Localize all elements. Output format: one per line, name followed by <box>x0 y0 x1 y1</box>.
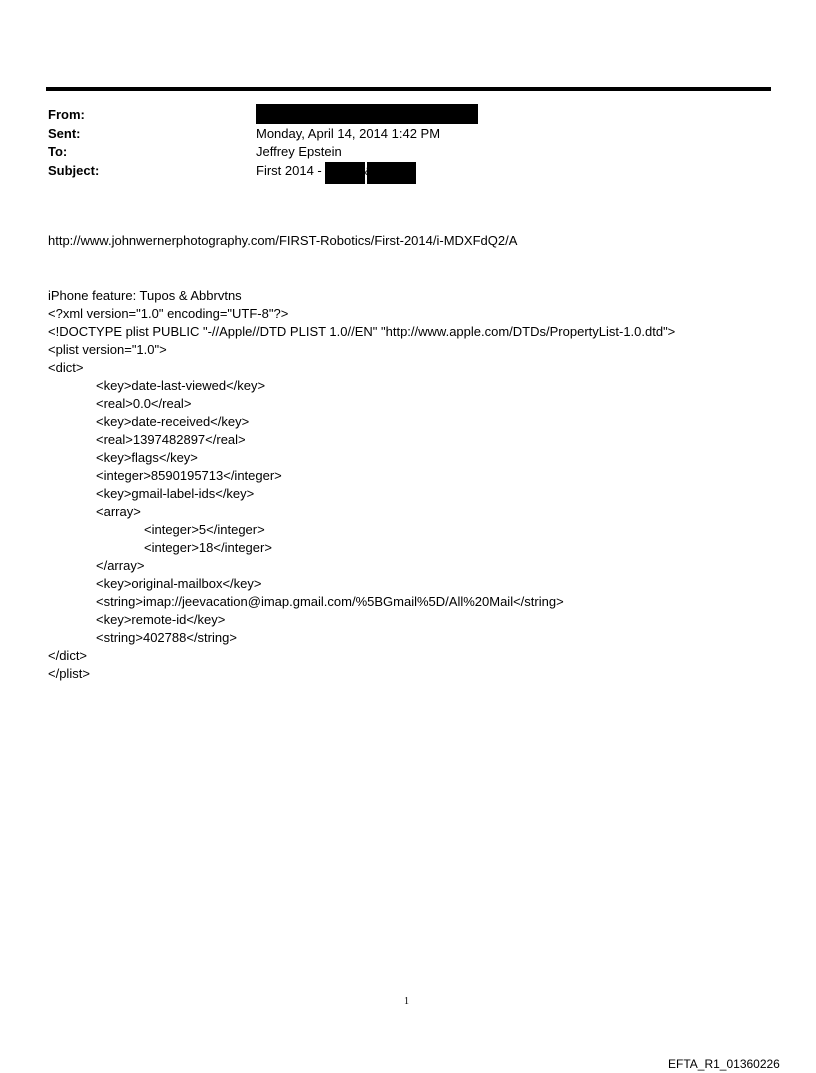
redaction-box <box>256 104 478 124</box>
body-line: <key>flags</key> <box>96 450 198 465</box>
to-value: Jeffrey Epstein <box>256 144 342 159</box>
body-line: <plist version="1.0"> <box>48 342 167 357</box>
body-line: <dict> <box>48 360 84 375</box>
to-label: To: <box>48 144 68 159</box>
body-line: <!DOCTYPE plist PUBLIC "-//Apple//DTD PLIST 1.0//EN" "http://www.apple.com/DTDs/PropertyList-1.0.dtd"> <box>48 324 676 339</box>
redaction-box <box>325 162 365 184</box>
body-line: <string>imap://jeevacation@imap.gmail.com/%5BGmail%5D/All%20Mail</string> <box>96 594 564 609</box>
body-line: <string>402788</string> <box>96 630 237 645</box>
subject-prefix: First 2014 - <box>256 162 322 178</box>
email-body <box>48 287 675 683</box>
body-line: <integer>18</integer> <box>144 540 272 555</box>
body-line: iPhone feature: Tupos & Abbrvtns <box>48 288 242 303</box>
body-line: <key>gmail-label-ids</key> <box>96 486 255 501</box>
body-line: <key>date-received</key> <box>96 414 250 429</box>
header-divider <box>46 87 771 91</box>
body-line: <integer>8590195713</integer> <box>96 468 282 483</box>
body-line: <real>0.0</real> <box>96 396 192 411</box>
body-line: <key>original-mailbox</key> <box>96 576 262 591</box>
body-line: <key>remote-id</key> <box>96 612 226 627</box>
body-line: </dict> <box>48 648 88 663</box>
body-line: <real>1397482897</real> <box>96 432 246 447</box>
redaction-box <box>364 162 416 184</box>
sent-label: Sent: <box>48 125 81 141</box>
page-number: 1 <box>404 996 409 1007</box>
body-line: <?xml version="1.0" encoding="UTF-8"?> <box>48 306 289 321</box>
bates-number: EFTA_R1_01360226 <box>668 1057 780 1071</box>
body-line: </array> <box>96 558 145 573</box>
subject-label: Subject: <box>48 162 100 178</box>
subject-ampersand: & <box>364 163 373 178</box>
body-line: <integer>5</integer> <box>144 522 265 537</box>
subject-value <box>256 162 416 184</box>
body-line: </plist> <box>48 666 90 681</box>
photo-link[interactable]: http://www.johnwernerphotography.com/FIRST-Robotics/First-2014/i-MDXFdQ2/A <box>48 233 518 248</box>
from-value <box>256 106 478 124</box>
body-line: <array> <box>96 504 141 519</box>
body-line: <key>date-last-viewed</key> <box>96 378 266 393</box>
sent-value: Monday, April 14, 2014 1:42 PM <box>256 125 441 141</box>
from-label: From: <box>48 107 85 122</box>
